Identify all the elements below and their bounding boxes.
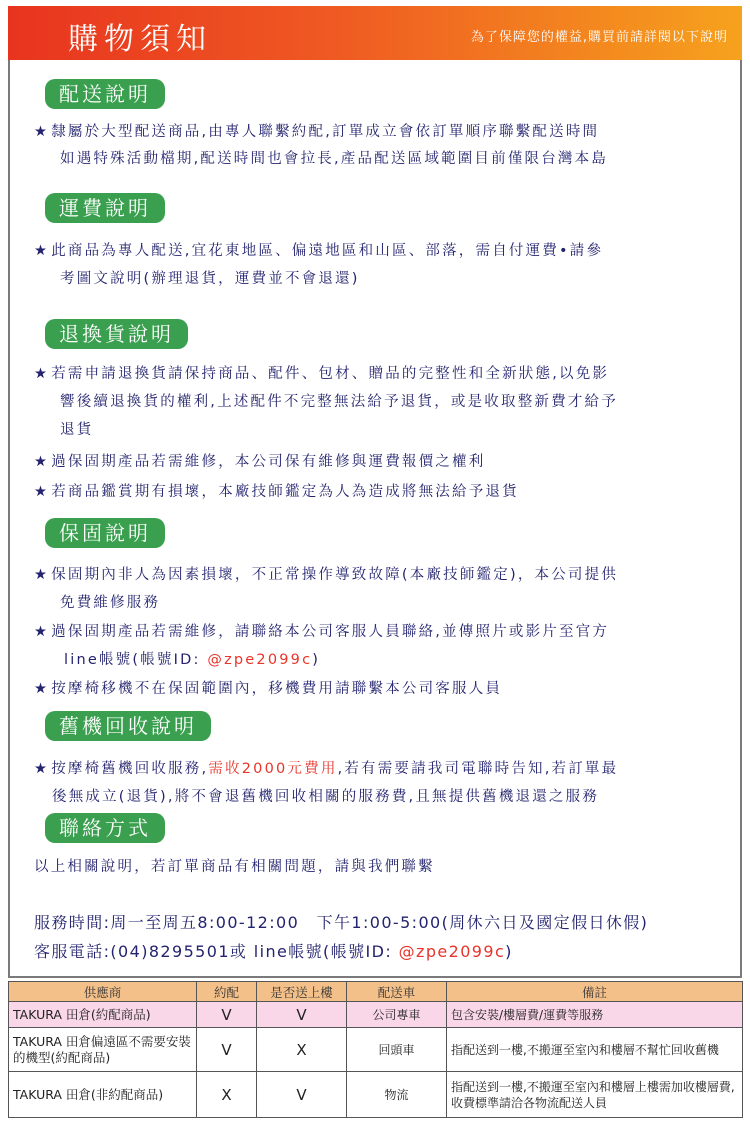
table-cell: V — [197, 1028, 257, 1072]
delivery-table — [8, 981, 743, 1118]
star-icon: ★ — [34, 454, 50, 470]
service-phone: 客服電話:(04)8295501或 line帳號(帳號ID: @zpe2099c) — [34, 942, 513, 961]
warranty-line-1: ★ 保固期內非人為因素損壞，不正常操作導致故障(本廠技師鑑定)，本公司提供 — [34, 567, 619, 583]
table-header-cell: 配送車 — [347, 982, 447, 1002]
star-icon: ★ — [34, 124, 50, 140]
star-icon: ★ — [34, 366, 50, 382]
table-row — [9, 1028, 743, 1072]
table-cell: TAKURA 田倉偏遠區不需要安裝的機型(約配商品) — [9, 1028, 197, 1072]
shipping-line-1: ★ 此商品為專人配送,宜花東地區、偏遠地區和山區、部落，需自付運費•請參 — [34, 243, 604, 259]
delivery-line-2: 如遇特殊活動檔期,配送時間也會拉長,產品配送區域範圍目前僅限台灣本島 — [60, 151, 609, 167]
table-cell: 包含安裝/樓層費/運費等服務 — [447, 1002, 743, 1028]
phone-line-id-highlight: @zpe2099c — [398, 942, 506, 961]
returns-line-5: ★ 若商品鑑賞期有損壞，本廠技師鑑定為人為造成將無法給予退貨 — [34, 484, 519, 500]
section-label-delivery: 配送說明 — [45, 79, 165, 109]
section-label-recycle: 舊機回收說明 — [45, 711, 211, 741]
table-cell: 物流 — [347, 1072, 447, 1118]
table-cell: 指配送到一樓,不搬運至室內和樓層上樓需加收樓層費,收費標準請洽各物流配送人員 — [447, 1072, 743, 1118]
table-cell: 回頭車 — [347, 1028, 447, 1072]
table-row — [9, 1072, 743, 1118]
table-cell: 指配送到一樓,不搬運至室內和樓層不幫忙回收舊機 — [447, 1028, 743, 1072]
page-title: 購物須知 — [68, 22, 212, 57]
header-banner — [8, 6, 742, 60]
table-cell: X — [197, 1072, 257, 1118]
warranty-line-2: 免費維修服務 — [60, 595, 161, 611]
table-cell: V — [257, 1002, 347, 1028]
recycle-line-1: ★ 按摩椅舊機回收服務,需收2000元費用,若有需要請我司電聯時告知,若訂單最 — [34, 761, 619, 777]
returns-line-2: 響後續退換貨的權利,上述配件不完整無法給予退貨，或是收取整新費才給予 — [60, 394, 618, 410]
shipping-line-2: 考圖文說明(辦理退貨，運費並不會退還) — [60, 271, 360, 287]
star-icon: ★ — [34, 761, 50, 777]
star-icon: ★ — [34, 567, 50, 583]
line-id-highlight: @zpe2099c — [207, 652, 313, 668]
returns-line-1: ★ 若需申請退換貨請保持商品、配件、包材、贈品的完整性和全新狀態,以免影 — [34, 366, 610, 382]
table-cell: V — [257, 1072, 347, 1118]
returns-line-3: 退貨 — [60, 422, 94, 438]
table-cell: V — [197, 1002, 257, 1028]
warranty-line-5: ★ 按摩椅移機不在保固範圍內，移機費用請聯繫本公司客服人員 — [34, 681, 503, 697]
star-icon: ★ — [34, 243, 50, 259]
table-header-cell: 備註 — [447, 982, 743, 1002]
contact-line: 以上相關說明，若訂單商品有相關問題，請與我們聯繫 — [34, 859, 435, 875]
section-label-returns: 退換貨說明 — [45, 319, 188, 349]
delivery-line-1: ★ 隸屬於大型配送商品,由專人聯繫約配,訂單成立會依訂單順序聯繫配送時間 — [34, 124, 600, 140]
table-row — [9, 1002, 743, 1028]
warranty-line-4: line帳號(帳號ID: @zpe2099c) — [64, 652, 321, 668]
returns-line-4: ★ 過保固期產品若需維修，本公司保有維修與運費報價之權利 — [34, 454, 486, 470]
table-header-cell: 供應商 — [9, 982, 197, 1002]
section-label-contact: 聯絡方式 — [45, 813, 165, 843]
warranty-line-3: ★ 過保固期產品若需維修，請聯絡本公司客服人員聯絡,並傳照片或影片至官方 — [34, 624, 610, 640]
table-cell: TAKURA 田倉(約配商品) — [9, 1002, 197, 1028]
table-header-cell: 約配 — [197, 982, 257, 1002]
recycle-line-2: 後無成立(退貨),將不會退舊機回收相關的服務費,且無提供舊機退還之服務 — [52, 789, 600, 805]
page-subtitle: 為了保障您的權益,購買前請詳閱以下說明 — [470, 30, 728, 45]
recycle-fee-highlight: 需收2000元費用 — [208, 761, 338, 777]
table-cell: 公司專車 — [347, 1002, 447, 1028]
star-icon: ★ — [34, 484, 50, 500]
star-icon: ★ — [34, 624, 50, 640]
table-header-row — [9, 982, 743, 1002]
section-label-shipping: 運費說明 — [45, 193, 165, 223]
table-cell: X — [257, 1028, 347, 1072]
table-header-cell: 是否送上樓 — [257, 982, 347, 1002]
service-hours: 服務時間:周一至周五8:00-12:00 下午1:00-5:00(周休六日及國定假日休假) — [34, 913, 649, 932]
star-icon: ★ — [34, 681, 50, 697]
section-label-warranty: 保固說明 — [45, 518, 165, 548]
table-cell: TAKURA 田倉(非約配商品) — [9, 1072, 197, 1118]
